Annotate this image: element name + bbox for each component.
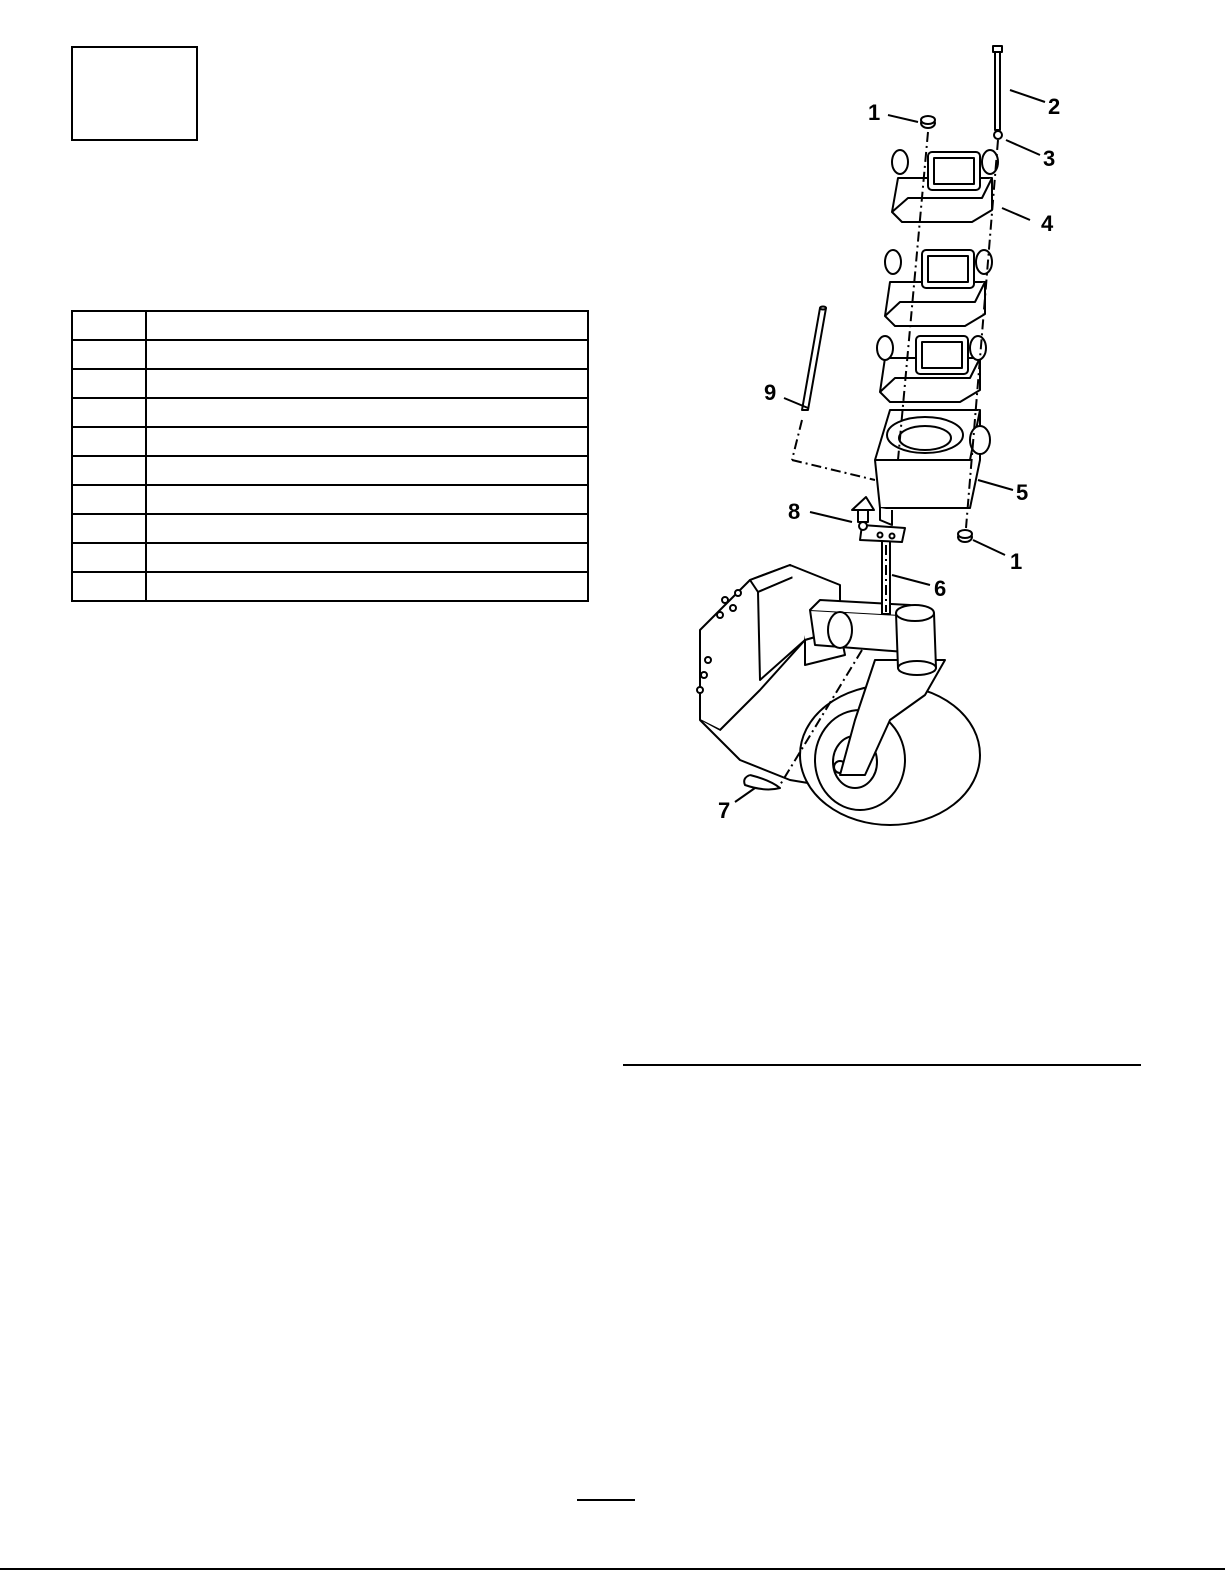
parts-table-row bbox=[72, 514, 588, 543]
parts-table-row bbox=[72, 572, 588, 601]
nut-1-bottom bbox=[958, 530, 972, 542]
section-divider bbox=[623, 1064, 1141, 1066]
callout-1-top: 1 bbox=[868, 100, 881, 125]
footer-rule bbox=[0, 1568, 1225, 1570]
bolt-2 bbox=[993, 46, 1002, 130]
parts-table-row bbox=[72, 398, 588, 427]
callout-2: 2 bbox=[1048, 94, 1061, 119]
page-number-underline bbox=[577, 1499, 635, 1501]
parts-table-row bbox=[72, 543, 588, 572]
parts-table-qty-cell bbox=[72, 369, 146, 398]
parts-table-row bbox=[72, 456, 588, 485]
parts-table-desc-cell bbox=[146, 485, 588, 514]
callout-1-bottom: 1 bbox=[1010, 549, 1023, 574]
callout-6: 6 bbox=[934, 576, 947, 601]
parts-table-row bbox=[72, 369, 588, 398]
parts-table-body bbox=[72, 311, 588, 601]
caster-arm bbox=[810, 600, 910, 652]
parts-table-row bbox=[72, 427, 588, 456]
parts-table-desc-cell bbox=[146, 543, 588, 572]
parts-table-qty-cell bbox=[72, 427, 146, 456]
washer-3 bbox=[994, 131, 1002, 139]
parts-table-qty-cell bbox=[72, 572, 146, 601]
caster-weight-kit-diagram bbox=[680, 40, 1100, 830]
parts-table-qty-cell bbox=[72, 340, 146, 369]
weight-plate-middle bbox=[885, 250, 992, 326]
callout-3: 3 bbox=[1043, 146, 1056, 171]
parts-table-row bbox=[72, 485, 588, 514]
parts-table-desc-cell bbox=[146, 456, 588, 485]
parts-table-desc-cell bbox=[146, 369, 588, 398]
parts-table-desc-cell bbox=[146, 572, 588, 601]
hairpin-7 bbox=[744, 775, 780, 789]
parts-table-qty-cell bbox=[72, 456, 146, 485]
step-number-box bbox=[71, 46, 198, 141]
parts-table-desc-cell bbox=[146, 514, 588, 543]
parts-table-row bbox=[72, 311, 588, 340]
callout-9: 9 bbox=[764, 380, 777, 405]
nut-1-top bbox=[921, 116, 935, 128]
caster-pivot-tube bbox=[896, 605, 936, 675]
parts-table-qty-cell bbox=[72, 398, 146, 427]
parts-table-qty-cell bbox=[72, 485, 146, 514]
weight-plate-upper bbox=[892, 150, 998, 222]
weight-plate-lower bbox=[877, 336, 986, 402]
parts-table-qty-cell bbox=[72, 514, 146, 543]
base-weight-5 bbox=[875, 410, 990, 525]
parts-table-desc-cell bbox=[146, 398, 588, 427]
parts-table bbox=[71, 310, 589, 602]
parts-table-qty-cell bbox=[72, 311, 146, 340]
callout-7: 7 bbox=[718, 798, 731, 823]
callout-5: 5 bbox=[1016, 480, 1029, 505]
parts-table-qty-cell bbox=[72, 543, 146, 572]
parts-table-desc-cell bbox=[146, 340, 588, 369]
callout-8: 8 bbox=[788, 499, 801, 524]
parts-table-desc-cell bbox=[146, 311, 588, 340]
parts-table-row bbox=[72, 340, 588, 369]
parts-table-desc-cell bbox=[146, 427, 588, 456]
callout-4: 4 bbox=[1041, 211, 1054, 236]
pin-9 bbox=[802, 307, 826, 411]
